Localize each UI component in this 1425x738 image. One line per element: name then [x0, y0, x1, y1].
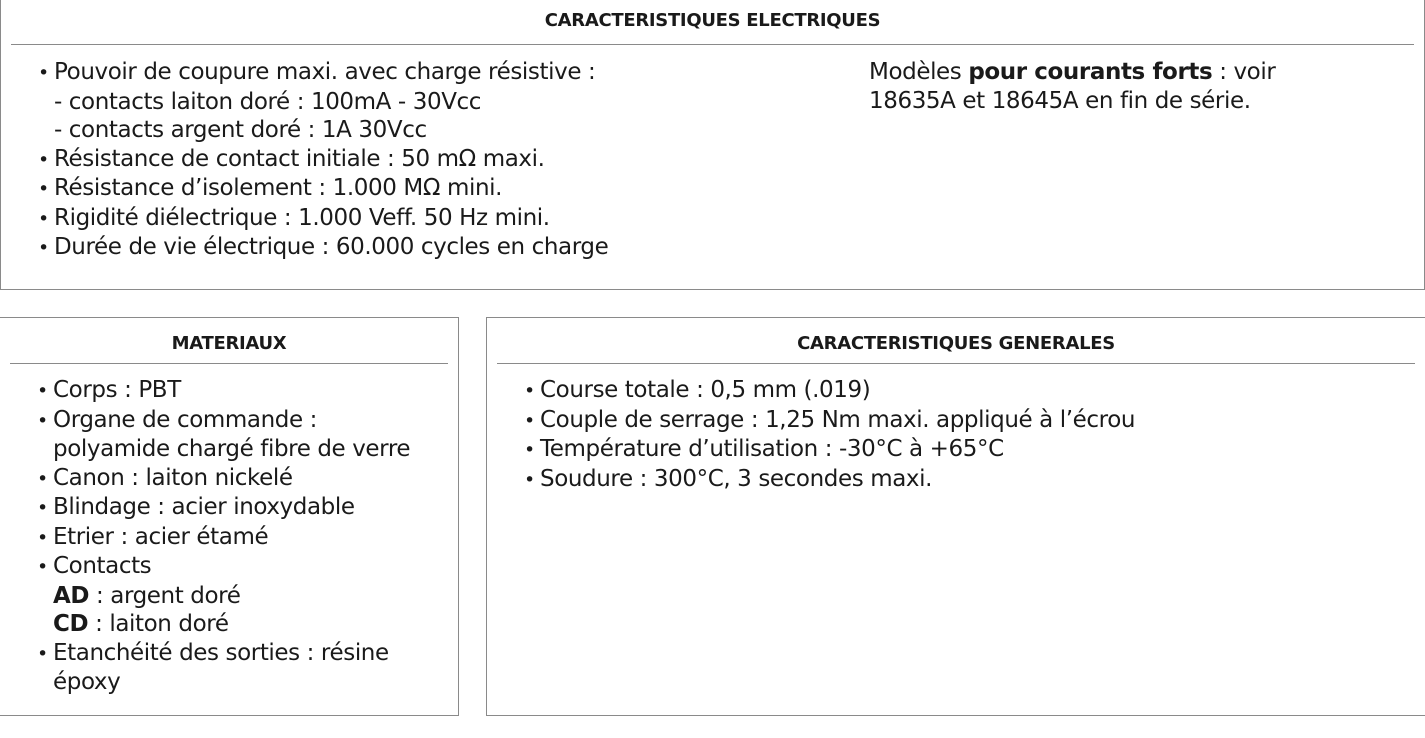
general-characteristics-panel — [486, 317, 1425, 716]
list-item: • Pouvoir de coupure maxi. avec charge résistive : — [38, 58, 608, 88]
high-current-note — [869, 58, 1275, 115]
note-emphasis: pour courants forts — [968, 59, 1213, 85]
list-item: • Etrier : acier étamé — [37, 523, 410, 553]
electrical-title: CARACTERISTIQUES ELECTRIQUES — [544, 10, 881, 31]
list-item: • Organe de commande : — [37, 406, 410, 436]
list-item: • Soudure : 300°C, 3 secondes maxi. — [524, 465, 1135, 495]
contact-code: CD — [53, 611, 89, 637]
list-item: • Canon : laiton nickelé — [37, 464, 410, 494]
electrical-characteristics-panel — [0, 0, 1425, 290]
note-prefix: Modèles — [869, 59, 969, 85]
list-item: • Température d’utilisation : -30°C à +65°C — [524, 435, 1135, 465]
list-item: • Durée de vie électrique : 60.000 cycles en charge — [38, 233, 608, 263]
list-subitem: - contacts argent doré : 1A 30Vcc — [54, 117, 427, 143]
contact-code: AD — [53, 582, 90, 609]
contact-item — [37, 582, 410, 611]
list-subitem: polyamide chargé fibre de verre — [53, 436, 411, 462]
note-suffix: : voir — [1212, 59, 1276, 85]
note-line: 18635A et 18645A en fin de série. — [869, 87, 1251, 114]
note-line — [869, 58, 1275, 87]
contact-desc: : argent doré — [89, 582, 241, 609]
list-item: • Blindage : acier inoxydable — [37, 493, 410, 523]
list-item: • Rigidité diélectrique : 1.000 Veff. 50 Hz mini. — [38, 204, 608, 234]
list-item: • Couple de serrage : 1,25 Nm maxi. appliqué à l’écrou — [524, 406, 1135, 436]
list-item: • Résistance d’isolement : 1.000 MΩ mini. — [38, 174, 608, 204]
materials-title: MATERIAUX — [171, 333, 287, 354]
list-item: • Contacts — [37, 552, 410, 582]
list-subitem: époxy — [53, 669, 121, 695]
title-divider — [11, 44, 1414, 45]
general-title: CARACTERISTIQUES GENERALES — [797, 333, 1115, 354]
list-item: • Course totale : 0,5 mm (.019) — [524, 376, 1135, 406]
materials-panel — [0, 317, 459, 716]
contact-desc: : laiton doré — [88, 611, 229, 637]
list-item: • Résistance de contact initiale : 50 mΩ maxi. — [38, 145, 608, 175]
list-subitem: - contacts laiton doré : 100mA - 30Vcc — [54, 88, 482, 115]
materials-list — [37, 376, 410, 697]
general-list — [524, 376, 1135, 494]
list-item: • Corps : PBT — [37, 376, 410, 406]
title-divider — [497, 363, 1415, 364]
list-item: • Etanchéité des sorties : résine — [37, 639, 410, 669]
electrical-list — [38, 58, 608, 263]
title-divider — [10, 363, 448, 364]
contact-item — [37, 610, 410, 639]
